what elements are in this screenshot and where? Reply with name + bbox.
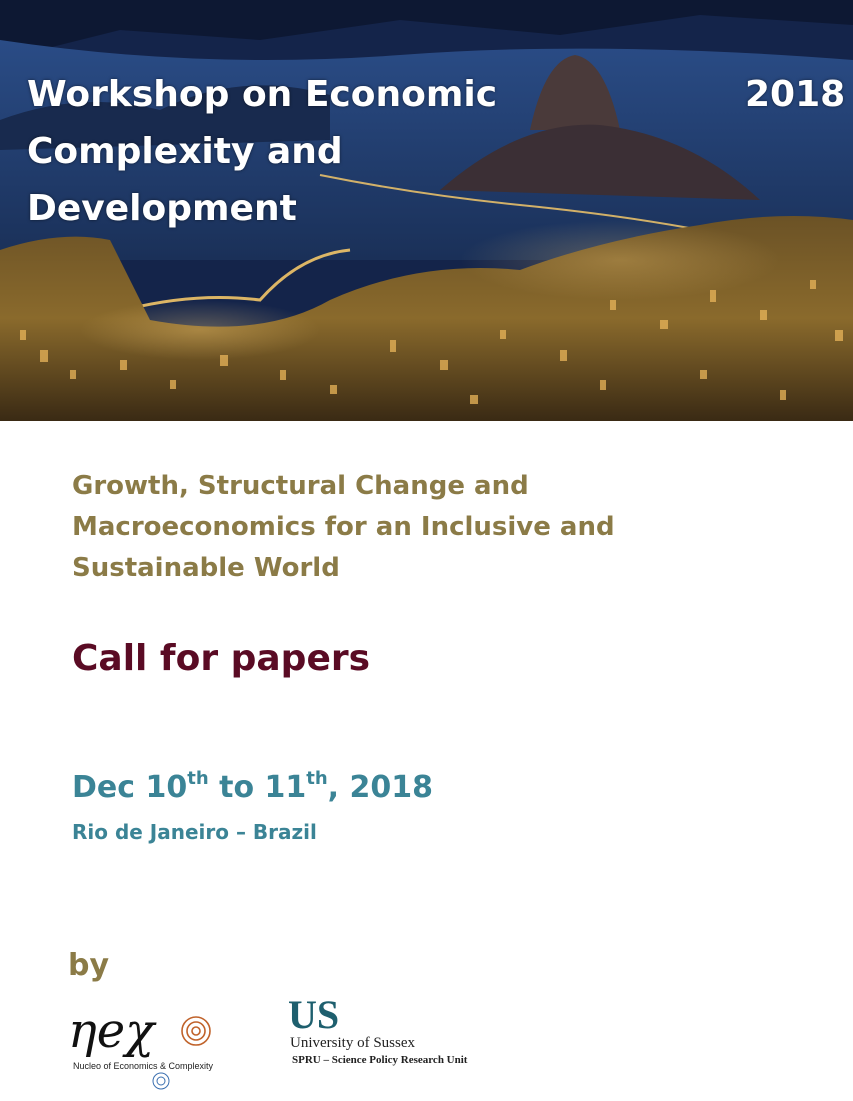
- svg-text:ηeχ: ηeχ: [68, 1003, 155, 1059]
- workshop-theme-line-2: Macroeconomics for an Inclusive and: [72, 512, 615, 542]
- workshop-theme-line-3: Sustainable World: [72, 553, 340, 583]
- date-connector: to 11: [208, 770, 307, 805]
- date-start-day: Dec 10: [72, 770, 188, 805]
- workshop-title: [27, 66, 507, 237]
- event-location: Rio de Janeiro – Brazil: [72, 820, 317, 844]
- hero-banner-photo: [0, 0, 853, 421]
- workshop-year: 2018: [745, 74, 846, 115]
- spru-unit-name: SPRU – Science Policy Research Unit: [292, 1054, 468, 1066]
- workshop-title-line-1: Workshop on Economic: [27, 74, 498, 115]
- date-year: , 2018: [327, 770, 434, 805]
- date-start-suffix: th: [187, 768, 209, 789]
- us-logo-icon: [288, 994, 368, 1034]
- workshop-theme: [72, 466, 615, 589]
- workshop-title-line-3: Development: [27, 188, 297, 229]
- event-dates: [72, 770, 433, 805]
- university-of-sussex-name: University of Sussex: [290, 1035, 415, 1051]
- organized-by-label: by: [68, 948, 110, 983]
- svg-text:US: US: [288, 994, 340, 1034]
- workshop-title-line-2: Complexity and: [27, 131, 343, 172]
- date-end-suffix: th: [306, 768, 328, 789]
- call-for-papers-heading: Call for papers: [72, 638, 371, 679]
- workshop-theme-line-1: Growth, Structural Change and: [72, 471, 529, 501]
- nexo-logo-icon: [66, 995, 226, 1091]
- nexo-caption: Nucleo of Economics & Complexity: [73, 1061, 214, 1071]
